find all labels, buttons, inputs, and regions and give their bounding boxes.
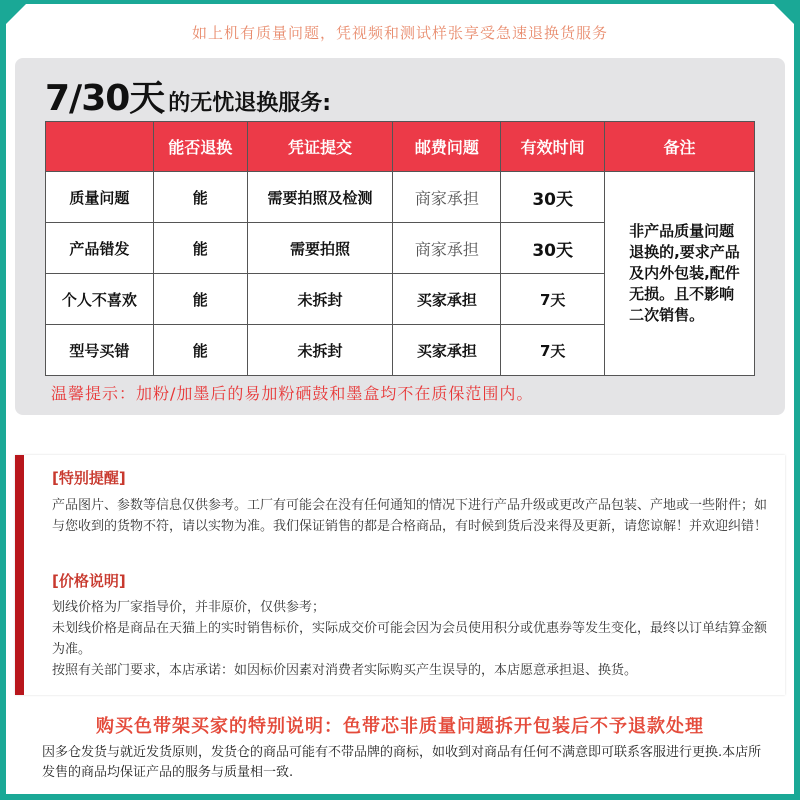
price-note-line: 划线价格为厂家指导价，并非原价，仅供参考； [52, 600, 326, 615]
row-period: 7天 [501, 274, 605, 325]
header-cell: 邮费问题 [393, 122, 501, 172]
ribbon-text: 因多仓发货与就近发货原则，发货仓的商品可能有不带品牌的商标，如收到对商品有任何不满意即可联系客服进行更换.本店所发售的商品均保证产品的服务与质量相一致. [42, 745, 762, 780]
price-note-line: 按照有关部门要求，本店承诺：如因标价因素对消费者实际购买产生误导的，本店愿意承担退、换货。 [52, 663, 638, 678]
row-proof: 需要拍照 [247, 223, 393, 274]
header-cell: 凭证提交 [247, 122, 393, 172]
row-can-return: 能 [153, 274, 247, 325]
row-can-return: 能 [153, 325, 247, 376]
row-type: 个人不喜欢 [46, 274, 154, 325]
row-period: 7天 [501, 325, 605, 376]
price-note-line: 未划线价格是商品在天猫上的实时销售标价，实际成交价可能会因为会员使用积分或优惠券等发生变化，最终以订单结算金额为准。 [52, 621, 768, 657]
row-postage: 商家承担 [393, 223, 501, 274]
row-period: 30天 [501, 223, 605, 274]
service-panel [15, 58, 785, 415]
special-reminder-text: 产品图片、参数等信息仅供参考。工厂有可能会在没有任何通知的情况下进行产品升级或更改产品包装、产地或一些附件；如与您收到的货物不符，请以实物为准。我们保证销售的都是合格商品，有时候到货后没来得及更新，请您谅解！并欢迎纠错！ [52, 498, 768, 534]
ribbon-title: 购买色带架买家的特别说明：色带芯非质量问题拆开包装后不予退款处理 [96, 716, 704, 737]
row-proof: 未拆封 [247, 325, 393, 376]
row-can-return: 能 [153, 223, 247, 274]
row-postage: 买家承担 [393, 274, 501, 325]
table-row [46, 172, 755, 223]
notice-panel [15, 455, 785, 695]
service-title-text: 的无忧退换服务: [168, 91, 332, 116]
row-postage: 买家承担 [393, 325, 501, 376]
row-postage: 商家承担 [393, 172, 501, 223]
service-title [45, 70, 331, 121]
row-type: 产品错发 [46, 223, 154, 274]
service-warning: 温馨提示：加粉/加墨后的易加粉硒鼓和墨盒均不在质保范围内。 [51, 384, 534, 403]
service-table [45, 121, 755, 376]
row-type: 质量问题 [46, 172, 154, 223]
price-note-heading: [价格说明] [52, 572, 126, 590]
row-proof: 未拆封 [247, 274, 393, 325]
row-can-return: 能 [153, 172, 247, 223]
header-cell: 备注 [605, 122, 755, 172]
header-cell: 能否退换 [153, 122, 247, 172]
top-banner: 如上机有质量问题，凭视频和测试样张享受急速退换货服务 [191, 24, 608, 42]
service-title-days: 7/30天 [45, 78, 165, 119]
row-period: 30天 [501, 172, 605, 223]
header-cell [46, 122, 154, 172]
special-reminder-heading: [特别提醒] [52, 469, 126, 487]
header-cell: 有效时间 [501, 122, 605, 172]
row-proof: 需要拍照及检测 [247, 172, 393, 223]
table-header-row [46, 122, 755, 172]
row-note: 非产品质量问题退换的,要求产品及内外包装,配件无损。且不影响二次销售。 [605, 172, 755, 376]
row-type: 型号买错 [46, 325, 154, 376]
